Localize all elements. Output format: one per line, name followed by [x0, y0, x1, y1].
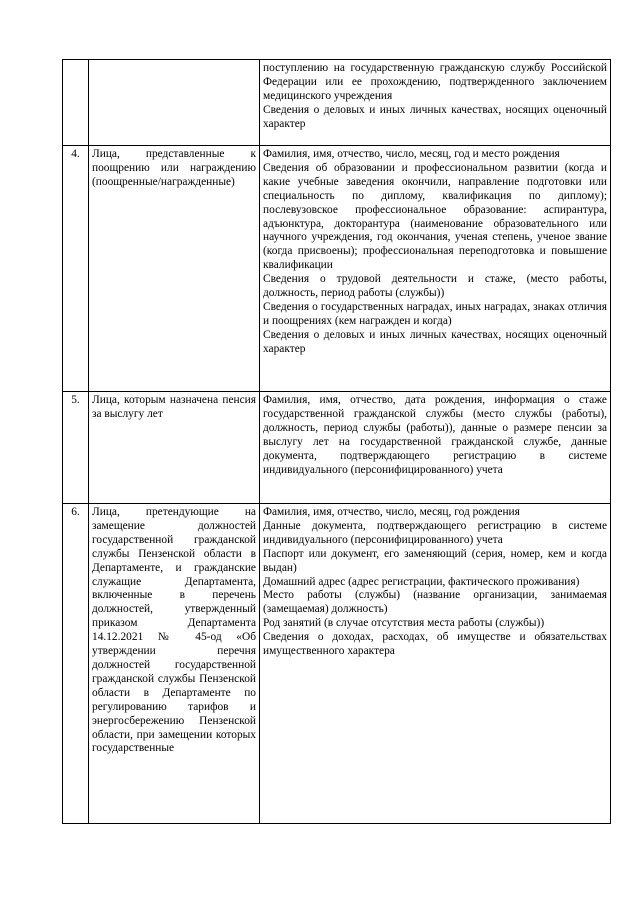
data-items-cell [260, 60, 611, 146]
data-item: Сведения о доходах, расходах, об имуществе и обязательствах имущественного характера [263, 631, 607, 658]
data-item: Домашний адрес (адрес регистрации, фактического проживания) [263, 575, 580, 588]
data-item: Сведения о деловых и иных личных качествах, носящих оценочный характер [263, 103, 607, 130]
row-number: 6. [63, 504, 89, 824]
table-row [63, 392, 611, 504]
subject-category: Лица, претендующие на замещение должностей государственной гражданской службы Пензенской области в Департаменте, и гражданские служащие Департамента, включенные в перечень должностей, утвержденный приказом Департамента 14.12.2021 № 45-од «Об утверждении перечня должностей государственной гражданской службы Пензенской области в Департаменте по регулированию тарифов и энергосбережению Пензенской области, при замещении которых государственные [89, 504, 260, 824]
data-item: Фамилия, имя, отчество, дата рождения, информация о стаже государственной гражданской службы (место службы (работы), должность, период службы (работы)), данные о размере пенсии за выслугу лет на государственной гражданской службе, данные документа, подтверждающего регистрацию в системе индивидуального (персонифицированного) учета [263, 394, 607, 476]
data-item: Паспорт или документ, его заменяющий (серия, номер, кем и когда выдан) [263, 547, 607, 574]
data-item: Сведения о трудовой деятельности и стаже, (место работы, должность, период работы (службы)) [263, 273, 607, 300]
personal-data-table [62, 59, 611, 824]
data-items-cell [260, 392, 611, 504]
data-items-cell [260, 504, 611, 824]
table-row [63, 504, 611, 824]
data-item: Сведения о деловых и иных личных качествах, носящих оценочный характер [263, 328, 607, 355]
data-items-cell [260, 146, 611, 392]
data-item: Фамилия, имя, отчество, число, месяц, год рождения [263, 506, 520, 518]
row-number: 4. [63, 146, 89, 392]
data-item: поступлению на государственную гражданскую службу Российской Федерации или ее прохождению, подтвержденного заключением медицинского учреждения [263, 62, 607, 102]
data-item: Данные документа, подтверждающего регистрацию в системе индивидуального (персонифицированного) учета [263, 519, 607, 546]
row-number [63, 60, 89, 146]
subject-category: Лица, которым назначена пенсия за выслугу лет [89, 392, 260, 504]
subject-category: Лица, представленные к поощрению или награждению (поощренные/награжденные) [89, 146, 260, 392]
data-item: Сведения о государственных наградах, иных наградах, знаках отличия и поощрениях (кем награжден и когда) [263, 300, 607, 327]
data-item: Фамилия, имя, отчество, число, месяц, год и место рождения [263, 148, 560, 160]
row-number: 5. [63, 392, 89, 504]
table-row [63, 146, 611, 392]
data-item: Род занятий (в случае отсутствия места работы (службы)) [263, 617, 545, 630]
data-item: Место работы (службы) (название организации, занимаемая (замещаемая) должность) [263, 589, 607, 616]
subject-category [89, 60, 260, 146]
data-item: Сведения об образовании и профессиональном развитии (когда и какие учебные заведения окончили, направление подготовки или специальность по диплому, квалификация по диплому); послевузовское профессиональное образование: аспирантура, адъюнктура, докторантура (наименование образовательного или научного учреждения, год окончания, ученая степень, ученое звание (когда присвоены); профессиональная переподготовка и повышение квалификации [263, 161, 607, 272]
table-row [63, 60, 611, 146]
